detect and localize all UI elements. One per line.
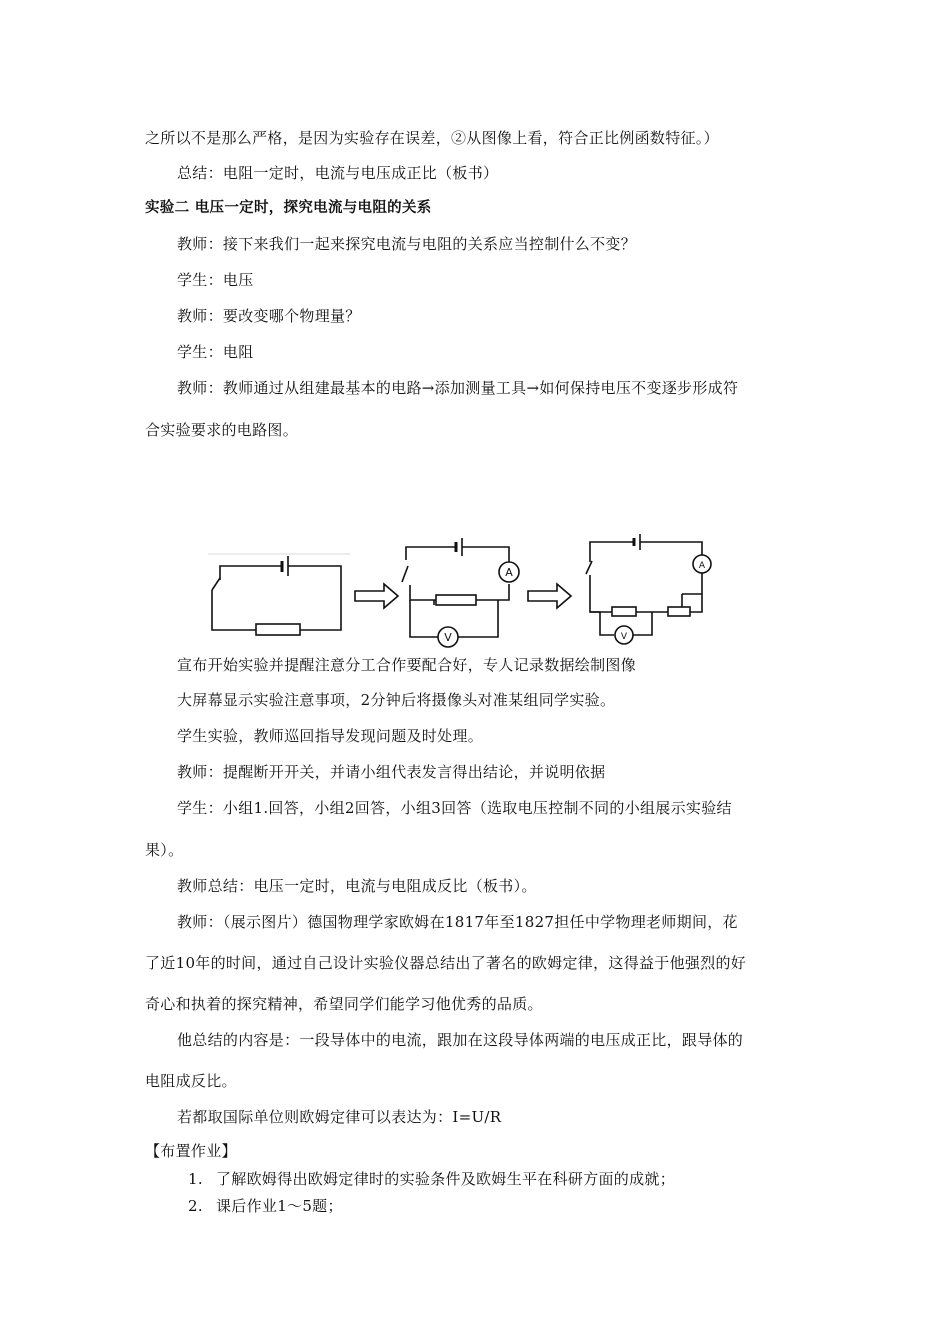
text-line: 教师：（展示图片）德国物理学家欧姆在1817年至1827担任中学物理老师期间，花	[177, 913, 738, 931]
text-line: 学生实验，教师巡回指导发现问题及时处理。	[177, 727, 484, 745]
text-line: 果）。	[145, 841, 184, 859]
text-line: 若都取国际单位则欧姆定律可以表达为：I=U/R	[177, 1108, 502, 1126]
list-text: 课后作业1～5题；	[216, 1197, 343, 1215]
text-line: 教师：要改变哪个物理量？	[177, 307, 361, 325]
text-line: 合实验要求的电路图。	[145, 421, 299, 439]
basic-circuit	[208, 554, 350, 635]
list-number: 1.	[188, 1170, 203, 1188]
text-line: 教师：教师通过从组建最基本的电路→添加测量工具→如何保持电压不变逐步形成符	[177, 379, 739, 397]
text-line: 教师：接下来我们一起来探究电流与电阻的关系应当控制什么不变？	[177, 235, 637, 253]
ammeter-label: A	[698, 561, 706, 571]
text-line: 学生：电阻	[177, 343, 254, 361]
voltmeter-label: V	[444, 631, 452, 644]
arrow-right-icon	[355, 584, 398, 608]
text-line: 他总结的内容是：一段导体中的电流，跟加在这段导体两端的电压成正比，跟导体的	[177, 1031, 744, 1049]
section-heading: 【布置作业】	[145, 1142, 237, 1160]
list-item	[188, 1196, 343, 1216]
list-item	[188, 1169, 675, 1189]
section-heading: 实验二 电压一定时，探究电流与电阻的关系	[145, 200, 432, 216]
text-line: 总结：电阻一定时，电流与电压成正比（板书）	[177, 164, 499, 182]
ammeter-label: A	[505, 566, 513, 579]
arrow-right-icon	[528, 584, 571, 608]
circuit-with-rheostat	[586, 534, 711, 644]
list-text: 了解欧姆得出欧姆定律时的实验条件及欧姆生平在科研方面的成就；	[216, 1170, 676, 1188]
text-line: 奇心和执着的探究精神，希望同学们能学习他优秀的品质。	[145, 995, 543, 1013]
voltmeter-label: V	[620, 632, 628, 642]
text-line: 教师：提醒断开开关，并请小组代表发言得出结论，并说明依据	[177, 763, 606, 781]
circuit-with-meters	[402, 538, 519, 647]
text-line: 之所以不是那么严格，是因为实验存在误差，②从图像上看，符合正比例函数特征。）	[145, 129, 719, 147]
text-line: 电阻成反比。	[145, 1072, 237, 1090]
circuit-diagram-sequence	[200, 530, 720, 655]
text-line: 大屏幕显示实验注意事项，2分钟后将摄像头对准某组同学实验。	[177, 691, 616, 709]
text-line: 学生：小组1.回答，小组2回答，小组3回答（选取电压控制不同的小组展示实验结	[177, 799, 732, 817]
text-line: 了近10年的时间，通过自己设计实验仪器总结出了著名的欧姆定律，这得益于他强烈的好	[145, 954, 747, 972]
list-number: 2.	[188, 1197, 203, 1215]
text-line: 教师总结：电压一定时，电流与电阻成反比（板书）。	[177, 877, 537, 895]
text-line: 宣布开始实验并提醒注意分工合作要配合好，专人记录数据绘制图像	[177, 656, 637, 674]
text-line: 学生：电压	[177, 271, 254, 289]
